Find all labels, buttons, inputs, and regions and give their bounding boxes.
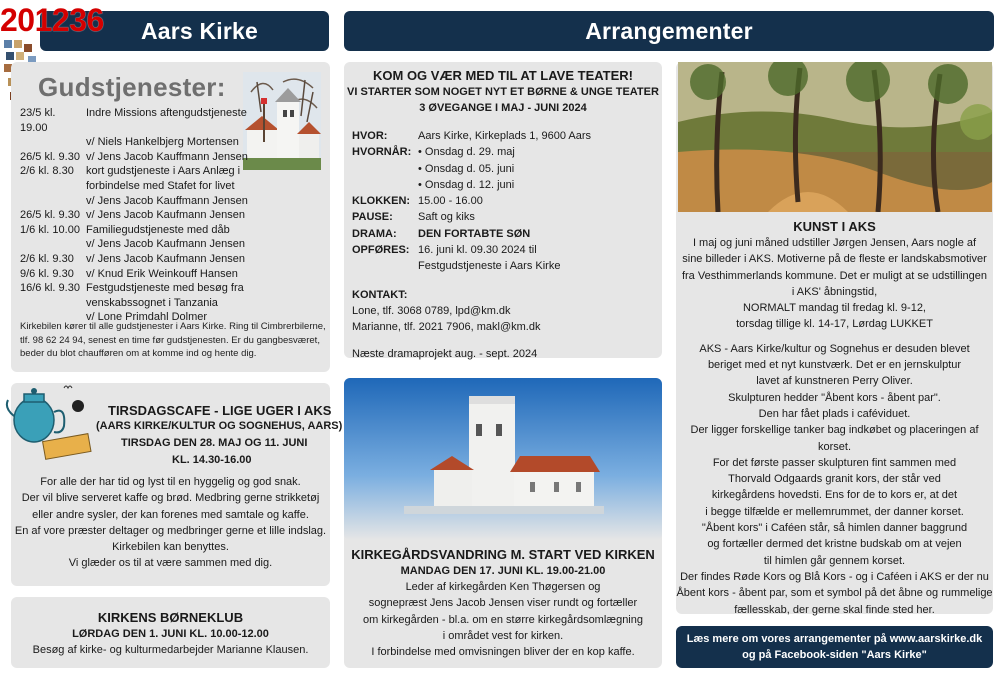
detail-value: • Onsdag d. 29. maj [418,146,515,159]
service-text: Familiegudstjeneste med dåb [86,223,230,236]
service-text: v/ Lone Primdahl Dolmer [86,311,208,324]
detail-value: 16. juni kl. 09.30 2024 til [418,244,537,257]
body-line: Vi glæder os til at være sammen med dig. [68,557,273,570]
contact-line: Lone, tlf. 3068 0789, lpd@km.dk [352,304,511,317]
body-line: torsdag tillige kl. 14-17, Lørdag LUKKET [736,318,933,331]
body-line: Der findes Røde Kors og Blå Kors - og i Caféen i AKS er der nu [680,570,989,583]
service-text: v/ Jens Jacob Kaufmann Jensen [86,238,245,251]
body-line: sine billeder i AKS. Motiverne på de fleste er landskabsmotiver [682,253,987,266]
service-row [20,164,250,208]
tirsdagscafe-body [11,474,330,572]
service-row [20,150,250,165]
service-time: 2/6 kl. 9.30 [20,252,74,265]
kunst-p2 [676,341,993,618]
body-line: eller andre sysler, der kan forenes med samtale og kaffe. [32,508,309,521]
body-line: I forbindelse med omvisningen bliver der en kop kaffe. [371,646,635,659]
teater-title: KOM OG VÆR MED TIL AT LAVE TEATER! [373,68,633,83]
body-line: i AKS' åbningstid, [791,285,878,298]
left-header-title: Aars Kirke [140,17,259,44]
body-line: om kirkegården - bl.a. om en større kirkegårdsomlægning [362,613,643,626]
landscape-painting [678,62,992,212]
kunst-p1 [676,235,993,333]
detail-value: 15.00 - 16.00 [418,195,483,208]
body-line: Den har fået plads i caféviduet. [758,407,911,420]
tirsdagscafe-time: KL. 14.30-16.00 [172,454,252,466]
body-line: kirkegårdens hovedsti. Ens for de to kors er, at det [711,489,958,502]
right-header-title: Arrangementer [585,17,753,44]
boerneklub-body: Besøg af kirke- og kulturmedarbejder Marianne Klausen. [32,644,309,656]
service-row [20,106,250,150]
service-time: 16/6 kl. 9.30 [20,282,80,295]
teater-sub1: VI STARTER SOM NOGET NYT ET BØRNE & UNGE TEATER [347,86,659,98]
footer-line-1: Læs mere om vores arrangementer på www.aarskirke.dk [686,633,983,645]
detail-value: Aars Kirke, Kirkeplads 1, 9600 Aars [418,130,592,142]
service-text: v/ Jens Jacob Kaufmann Jensen [86,252,245,265]
body-line: "Åbent kors" i Caféen står, så himlen danner baggrund [701,522,968,535]
detail-key: PAUSE: [352,211,393,224]
service-row [20,223,250,252]
service-row [20,281,250,325]
service-row [20,252,250,267]
body-line: beriget med et nyt kunstværk. Det er en jernskulptur [707,359,962,372]
detail-key: HVOR: [352,130,388,142]
detail-key: OPFØRES: [352,244,410,257]
service-text: forbindelse med Stafet for livet [86,179,235,192]
tirsdagscafe-title: TIRSDAGSCAFE - LIGE UGER I AKS [108,403,332,418]
service-time: 26/5 kl. 9.30 [20,209,80,222]
service-text: v/ Niels Hankelbjerg Mortensen [86,136,239,149]
detail-key: HVORNÅR: [352,146,412,159]
kunst-content [676,218,993,618]
body-line: Skulpturen hedder "Åbent kors - åbent par". [728,391,941,404]
service-time: 1/6 kl. 10.00 [20,223,80,236]
body-line: til himlen går gennem korset. [763,554,906,567]
teater-details [352,128,591,362]
boerneklub-title: KIRKENS BØRNEKLUB [97,610,244,625]
kirkebil-note: Kirkebilen kører til alle gudstjenester i Aars Kirke. Ring til Cimbrerbilerne, tlf. 98 62 24 94, senest en time før gudstjenesten. Er du gangbesværet, beder du blot chaufføren om at komme ind og hente dig. [20,321,326,359]
body-line: og fortæller dermed det kristne budskab om at vejen [707,538,962,551]
coffee-pot-illustration [4,378,94,460]
body-line: lavet af kunstneren Perry Oliver. [756,375,913,388]
body-line: Leder af kirkegården Ken Thøgersen og [405,581,601,593]
service-text: v/ Knud Erik Weinkouff Hansen [86,267,238,280]
boerneklub-content [11,609,330,658]
kirkegaard-content [344,546,662,660]
church-photo [243,72,321,170]
boerneklub-date: LØRDAG DEN 1. JUNI KL. 10.00-12.00 [72,628,269,640]
service-row [20,267,250,282]
tirsdagscafe-date: TIRSDAG DEN 28. MAJ OG 11. JUNI [121,437,308,449]
service-time: 2/6 kl. 8.30 [20,165,74,178]
services-list [20,106,250,325]
detail-key: DRAMA: [352,227,397,240]
service-text: venskabssognet i Tanzania [86,296,218,309]
next-project: Næste dramaprojekt aug. - sept. 2024 [352,347,538,360]
service-text: v/ Jens Jacob Kauffmann Jensen [86,194,248,207]
right-header [344,11,994,51]
church-photo-sky [344,378,662,540]
body-line: Der ligger forskellige tanker bag indkøbet og placeringen af korset. [690,424,979,453]
body-line: fra Vesthimmerlands kommune. Det er muligt at se udstillingen [681,269,988,282]
body-line: For alle der har tid og lyst til en hyggelig og god snak. [40,476,301,488]
service-text: Indre Missions aftengudstjeneste [86,107,247,119]
detail-value: • Onsdag d. 05. juni [418,162,515,175]
body-line: I maj og juni måned udstiller Jørgen Jensen, Aars nogle af [692,237,977,249]
service-text: kort gudstjeneste i Aars Anlæg i [86,165,241,178]
body-line: En af vore præster deltager og medbringer gerne et lille indslag. [14,524,327,537]
body-line: NORMALT mandag til fredag kl. 9-12, [742,302,926,315]
teater-header [344,67,662,116]
tirsdagscafe-subtitle: (AARS KIRKE/KULTUR OG SOGNEHUS, AARS) [96,420,343,432]
detail-value: • Onsdag d. 12. juni [418,178,515,191]
service-time: 26/5 kl. 9.30 [20,150,80,163]
service-time: 9/6 kl. 9.30 [20,267,74,280]
contact-line: Marianne, tlf. 2021 7906, makl@km.dk [352,321,541,334]
body-line: fællesskab, der gerne skal finde sted her. [734,603,935,616]
kirkegaard-title: KIRKEGÅRDSVANDRING M. START VED KIRKEN [351,547,655,562]
service-text: Festgudstjeneste med besøg fra [86,282,244,295]
footer-line-2: og på Facebook-siden "Aars Kirke" [742,649,927,661]
service-row [20,208,250,223]
kirkegaard-date: MANDAG DEN 17. JUNI KL. 19.00-21.00 [400,565,606,577]
detail-value: Saft og kiks [418,211,475,224]
body-line: sognepræst Jens Jacob Jensen viser rundt og fortæller [368,597,638,610]
footer-link-bar[interactable] [676,626,993,668]
body-line: For det første passer skulpturen fint sammen med [712,456,957,469]
detail-key: KLOKKEN: [352,195,411,208]
body-line: Kirkebilen kan benyttes. [112,541,229,554]
service-time: 23/5 kl. 19.00 [20,107,56,134]
detail-key: KONTAKT: [352,288,408,301]
kunst-title: KUNST I AKS [793,219,876,234]
body-line: i begge tilfælde er mellemrummet, der danner korset. [705,505,964,518]
service-text: v/ Jens Jacob Kauffmann Jensen [86,150,248,163]
teater-sub2: 3 ØVEGANGE I MAJ - JUNI 2024 [419,102,587,114]
detail-value: DEN FORTABTE SØN [418,227,531,240]
body-line: AKS - Aars Kirke/kultur og Sognehus er desuden blevet [699,342,970,355]
page-number: 201236 [0,2,104,38]
body-line: Der vil blive serveret kaffe og brød. Medbring gerne strikketøj [21,492,320,505]
service-text: v/ Jens Jacob Kaufmann Jensen [86,209,245,222]
body-line: i området vest for kirken. [442,629,564,642]
detail-value: Festgudstjeneste i Aars Kirke [418,260,561,273]
body-line: Åbent kors - åbent par, som et symbol på det åbne og rummelige [676,587,993,600]
gudstjenester-title: Gudstjenester: [38,72,226,102]
body-line: Thorvald Odgaards granit kors, der står ved [728,473,941,486]
